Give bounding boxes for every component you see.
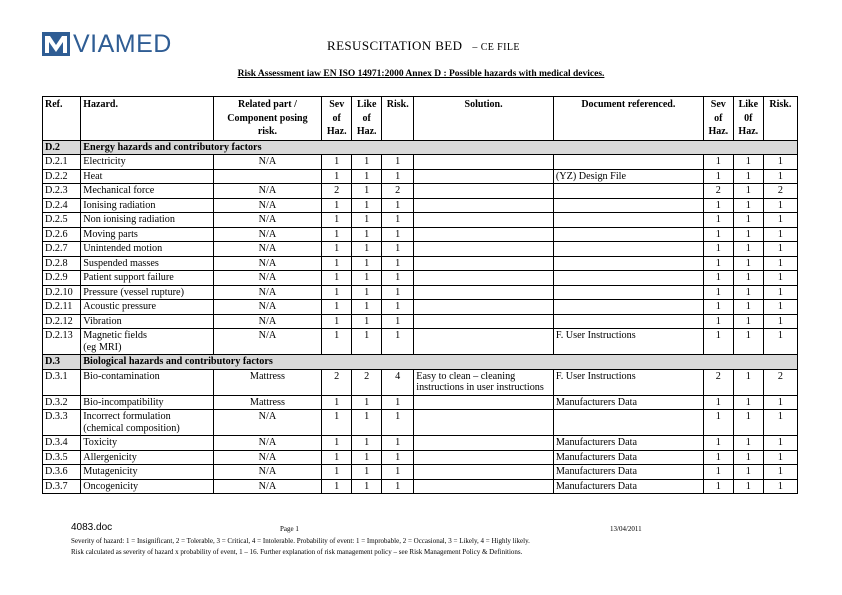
cell-ref: D.2.13 [43,329,81,355]
cell-risk-after: 1 [763,395,797,410]
cell-risk: 1 [382,271,414,286]
cell-related-part: N/A [213,410,322,436]
cell-severity: 1 [322,395,352,410]
cell-document [553,285,703,300]
cell-likelihood: 1 [352,169,382,184]
cell-related-part: N/A [213,436,322,451]
cell-likelihood: 1 [352,271,382,286]
cell-related-part: N/A [213,450,322,465]
cell-risk: 1 [382,213,414,228]
cell-risk-after: 1 [763,300,797,315]
table-row [43,213,798,228]
cell-severity: 1 [322,450,352,465]
cell-likelihood: 1 [352,256,382,271]
table-row [43,300,798,315]
cell-severity: 1 [322,314,352,329]
cell-likelihood: 1 [352,184,382,199]
table-row [43,198,798,213]
cell-likelihood: 1 [352,329,382,355]
cell-risk: 1 [382,479,414,494]
cell-severity-after: 1 [703,271,733,286]
cell-likelihood-after: 1 [733,242,763,257]
cell-document [553,256,703,271]
cell-ref: D.3.3 [43,410,81,436]
cell-solution [414,465,554,480]
cell-ref: D.3.5 [43,450,81,465]
cell-severity: 1 [322,256,352,271]
cell-ref: D.2.8 [43,256,81,271]
cell-hazard: Heat [81,169,213,184]
cell-solution [414,300,554,315]
cell-solution [414,155,554,170]
cell-severity: 1 [322,169,352,184]
cell-severity: 1 [322,198,352,213]
cell-severity: 1 [322,410,352,436]
cell-likelihood: 1 [352,314,382,329]
cell-likelihood-after: 1 [733,285,763,300]
cell-likelihood: 1 [352,155,382,170]
cell-risk: 1 [382,285,414,300]
cell-severity-after: 1 [703,395,733,410]
cell-likelihood-after: 1 [733,227,763,242]
cell-risk: 1 [382,436,414,451]
cell-severity-after: 1 [703,465,733,480]
cell-risk: 1 [382,256,414,271]
cell-ref: D.2.10 [43,285,81,300]
cell-risk-after: 2 [763,369,797,395]
cell-solution [414,436,554,451]
footer-risk-note: Risk calculated as severity of hazard x probability of event, 1 – 16. Further explanation of risk management policy – see Risk Management Policy & Definitions. [71,548,523,556]
cell-risk: 1 [382,227,414,242]
cell-severity-after: 1 [703,242,733,257]
cell-document [553,271,703,286]
cell-document: Manufacturers Data [553,479,703,494]
cell-risk-after: 1 [763,314,797,329]
cell-risk: 1 [382,410,414,436]
cell-hazard: Suspended masses [81,256,213,271]
cell-document [553,410,703,436]
section-row [43,140,798,155]
cell-related-part: N/A [213,227,322,242]
cell-likelihood-after: 1 [733,410,763,436]
cell-likelihood: 1 [352,465,382,480]
cell-likelihood: 1 [352,436,382,451]
logo-text: VIAMED [73,30,172,58]
cell-related-part: N/A [213,329,322,355]
cell-ref: D.2.3 [43,184,81,199]
cell-solution [414,242,554,257]
cell-hazard: Incorrect formulation (chemical composition) [81,410,213,436]
cell-document [553,155,703,170]
cell-severity-after: 1 [703,479,733,494]
cell-ref: D.2.1 [43,155,81,170]
table-row [43,369,798,395]
table-row [43,169,798,184]
cell-severity-after: 2 [703,369,733,395]
cell-document [553,184,703,199]
cell-severity: 1 [322,271,352,286]
cell-related-part [213,169,322,184]
cell-ref: D.2.7 [43,242,81,257]
viamed-logo [42,31,172,57]
cell-likelihood-after: 1 [733,479,763,494]
cell-likelihood: 1 [352,227,382,242]
cell-severity: 1 [322,242,352,257]
col-hazard-header: Hazard. [81,97,213,141]
cell-related-part: Mattress [213,395,322,410]
cell-likelihood-after: 1 [733,271,763,286]
cell-severity: 1 [322,155,352,170]
cell-risk: 1 [382,155,414,170]
cell-likelihood: 1 [352,242,382,257]
cell-hazard: Electricity [81,155,213,170]
cell-document: F. User Instructions [553,329,703,355]
cell-severity: 2 [322,184,352,199]
cell-risk-after: 1 [763,436,797,451]
cell-severity: 1 [322,436,352,451]
cell-ref: D.2.9 [43,271,81,286]
cell-risk-after: 1 [763,285,797,300]
cell-solution [414,314,554,329]
cell-risk-after: 1 [763,479,797,494]
cell-risk: 1 [382,465,414,480]
cell-likelihood: 1 [352,300,382,315]
cell-risk: 2 [382,184,414,199]
cell-risk: 1 [382,329,414,355]
cell-risk-after: 1 [763,242,797,257]
section-ref: D.3 [43,355,81,370]
footer-severity-note: Severity of hazard: 1 = Insignificant, 2 = Tolerable, 3 = Critical, 4 = Intolerable. Probability of event: 1 = Improbable, 2 = Occasional, 3 = Likely, 4 = Highly likely. [71,537,530,545]
cell-hazard: Allergenicity [81,450,213,465]
cell-solution [414,395,554,410]
cell-document: Manufacturers Data [553,465,703,480]
cell-solution [414,329,554,355]
cell-likelihood-after: 1 [733,300,763,315]
cell-risk-after: 1 [763,213,797,228]
cell-severity-after: 2 [703,184,733,199]
table-row [43,465,798,480]
section-title: Biological hazards and contributory factors [81,355,798,370]
cell-severity-after: 1 [703,227,733,242]
cell-solution [414,198,554,213]
cell-likelihood: 1 [352,198,382,213]
cell-likelihood: 1 [352,479,382,494]
cell-document: (YZ) Design File [553,169,703,184]
cell-solution [414,169,554,184]
cell-ref: D.3.1 [43,369,81,395]
table-row [43,285,798,300]
cell-risk: 1 [382,242,414,257]
footer-filename: 4083.doc [71,522,113,533]
cell-severity: 1 [322,285,352,300]
cell-solution [414,450,554,465]
cell-likelihood: 1 [352,450,382,465]
cell-likelihood: 1 [352,410,382,436]
col-ref-header: Ref. [43,97,81,141]
col-document-header: Document referenced. [553,97,703,141]
cell-document [553,300,703,315]
cell-document: Manufacturers Data [553,436,703,451]
cell-document: Manufacturers Data [553,395,703,410]
cell-likelihood-after: 1 [733,169,763,184]
cell-ref: D.2.6 [43,227,81,242]
cell-likelihood: 1 [352,285,382,300]
title-suffix: – CE FILE [472,42,520,53]
cell-likelihood-after: 1 [733,329,763,355]
section-row [43,355,798,370]
cell-solution [414,285,554,300]
cell-related-part: N/A [213,213,322,228]
col-severity-after-header: Sev of Haz. [703,97,733,141]
cell-document: Manufacturers Data [553,450,703,465]
cell-likelihood-after: 1 [733,314,763,329]
cell-related-part: N/A [213,242,322,257]
cell-severity-after: 1 [703,213,733,228]
cell-hazard: Pressure (vessel rupture) [81,285,213,300]
col-solution-header: Solution. [414,97,554,141]
cell-severity: 1 [322,479,352,494]
table-row [43,155,798,170]
cell-ref: D.3.7 [43,479,81,494]
cell-severity-after: 1 [703,256,733,271]
cell-risk-after: 1 [763,198,797,213]
cell-risk: 4 [382,369,414,395]
cell-related-part: N/A [213,465,322,480]
cell-related-part: N/A [213,314,322,329]
document-subtitle: Risk Assessment iaw EN ISO 14971:2000 Annex D : Possible hazards with medical devices. [237,69,605,79]
cell-document [553,213,703,228]
cell-hazard: Magnetic fields (eg MRI) [81,329,213,355]
cell-related-part: Mattress [213,369,322,395]
col-likelihood-header: Like of Haz. [352,97,382,141]
cell-solution [414,184,554,199]
cell-related-part: N/A [213,256,322,271]
cell-related-part: N/A [213,300,322,315]
cell-hazard: Vibration [81,314,213,329]
cell-severity-after: 1 [703,450,733,465]
risk-table-body [43,140,798,494]
cell-risk-after: 1 [763,227,797,242]
cell-risk: 1 [382,314,414,329]
cell-likelihood-after: 1 [733,155,763,170]
title-main: RESUSCITATION BED [327,38,463,53]
cell-ref: D.3.4 [43,436,81,451]
cell-related-part: N/A [213,155,322,170]
cell-document [553,227,703,242]
cell-risk-after: 1 [763,271,797,286]
cell-severity-after: 1 [703,300,733,315]
cell-hazard: Mutagenicity [81,465,213,480]
cell-severity: 1 [322,465,352,480]
table-row [43,410,798,436]
cell-hazard: Oncogenicity [81,479,213,494]
cell-solution [414,227,554,242]
cell-hazard: Patient support failure [81,271,213,286]
col-likelihood-after-header: Like 0f Haz. [733,97,763,141]
cell-ref: D.2.2 [43,169,81,184]
cell-risk-after: 1 [763,410,797,436]
cell-likelihood-after: 1 [733,369,763,395]
cell-ref: D.2.4 [43,198,81,213]
footer-date: 13/04/2011 [610,525,642,533]
cell-severity: 1 [322,300,352,315]
cell-likelihood-after: 1 [733,184,763,199]
cell-related-part: N/A [213,198,322,213]
cell-hazard: Ionising radiation [81,198,213,213]
cell-hazard: Non ionising radiation [81,213,213,228]
table-row [43,271,798,286]
cell-risk-after: 2 [763,184,797,199]
col-severity-header: Sev of Haz. [322,97,352,141]
cell-solution [414,256,554,271]
cell-solution [414,213,554,228]
cell-ref: D.3.6 [43,465,81,480]
cell-severity-after: 1 [703,285,733,300]
col-related-part-header: Related part / Component posing risk. [213,97,322,141]
cell-related-part: N/A [213,479,322,494]
risk-assessment-table [42,96,798,494]
cell-risk-after: 1 [763,155,797,170]
table-row [43,242,798,257]
cell-solution [414,479,554,494]
cell-risk: 1 [382,169,414,184]
cell-severity-after: 1 [703,329,733,355]
cell-likelihood-after: 1 [733,450,763,465]
cell-hazard: Toxicity [81,436,213,451]
cell-severity-after: 1 [703,198,733,213]
cell-document: F. User Instructions [553,369,703,395]
cell-severity-after: 1 [703,436,733,451]
cell-hazard: Bio-incompatibility [81,395,213,410]
cell-likelihood-after: 1 [733,395,763,410]
cell-severity: 1 [322,227,352,242]
cell-likelihood-after: 1 [733,213,763,228]
cell-risk: 1 [382,198,414,213]
cell-likelihood-after: 1 [733,436,763,451]
cell-hazard: Mechanical force [81,184,213,199]
cell-risk-after: 1 [763,169,797,184]
table-row [43,450,798,465]
cell-severity: 1 [322,213,352,228]
col-risk-after-header: Risk. [763,97,797,141]
table-header-row [43,97,798,141]
cell-ref: D.3.2 [43,395,81,410]
cell-ref: D.2.5 [43,213,81,228]
cell-likelihood: 1 [352,213,382,228]
cell-likelihood-after: 1 [733,256,763,271]
cell-likelihood-after: 1 [733,465,763,480]
cell-document [553,198,703,213]
cell-solution: Easy to clean – cleaning instructions in user instructions [414,369,554,395]
cell-risk-after: 1 [763,465,797,480]
table-row [43,227,798,242]
viamed-logo-mark-icon [42,32,70,56]
cell-ref: D.2.12 [43,314,81,329]
table-row [43,184,798,199]
table-row [43,314,798,329]
cell-risk: 1 [382,450,414,465]
cell-risk-after: 1 [763,450,797,465]
cell-risk: 1 [382,395,414,410]
cell-likelihood: 2 [352,369,382,395]
cell-severity: 1 [322,329,352,355]
col-risk-header: Risk. [382,97,414,141]
document-title [327,38,520,54]
table-row [43,329,798,355]
cell-severity-after: 1 [703,410,733,436]
table-row [43,395,798,410]
cell-document [553,242,703,257]
cell-severity: 2 [322,369,352,395]
cell-document [553,314,703,329]
cell-severity-after: 1 [703,155,733,170]
footer-page-number: Page 1 [280,525,299,533]
cell-related-part: N/A [213,271,322,286]
cell-hazard: Acoustic pressure [81,300,213,315]
cell-solution [414,271,554,286]
cell-hazard: Moving parts [81,227,213,242]
cell-severity-after: 1 [703,169,733,184]
table-row [43,479,798,494]
cell-risk-after: 1 [763,329,797,355]
cell-likelihood: 1 [352,395,382,410]
cell-related-part: N/A [213,285,322,300]
cell-related-part: N/A [213,184,322,199]
cell-hazard: Bio-contamination [81,369,213,395]
cell-ref: D.2.11 [43,300,81,315]
table-row [43,256,798,271]
cell-solution [414,410,554,436]
cell-hazard: Unintended motion [81,242,213,257]
cell-likelihood-after: 1 [733,198,763,213]
table-row [43,436,798,451]
section-ref: D.2 [43,140,81,155]
cell-risk-after: 1 [763,256,797,271]
cell-severity-after: 1 [703,314,733,329]
section-title: Energy hazards and contributory factors [81,140,798,155]
cell-risk: 1 [382,300,414,315]
